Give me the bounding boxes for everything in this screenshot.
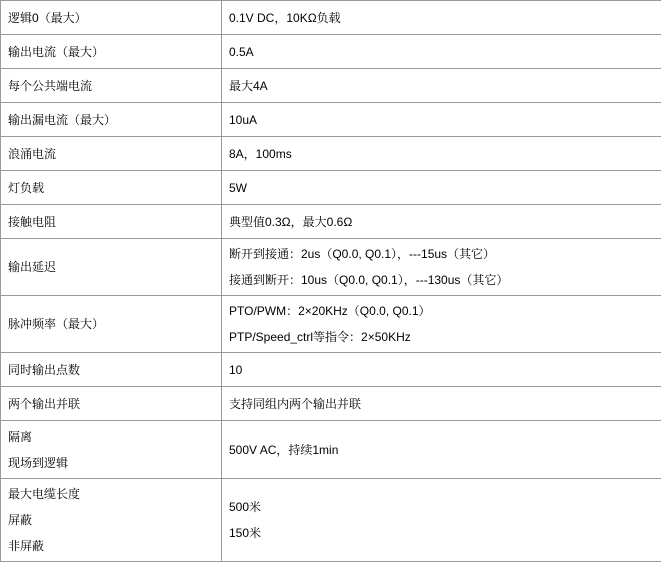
row-value-cell [222, 171, 661, 205]
row-label-cell [1, 239, 222, 296]
row-label-cell [1, 69, 222, 103]
table-row [1, 239, 661, 296]
table-row [1, 421, 661, 479]
row-label-line: 屏蔽 [8, 513, 33, 527]
table-body [1, 1, 661, 562]
row-value-line: 断开到接通：2us（Q0.0, Q0.1），---15us（其它） [229, 247, 496, 261]
row-label-line: 现场到逻辑 [8, 455, 69, 470]
row-label-cell [1, 479, 222, 562]
row-value-line: PTO/PWM：2×20KHz（Q0.0, Q0.1） [229, 304, 431, 318]
row-label-cell [1, 1, 222, 35]
row-value-line: 500米 [229, 500, 262, 514]
row-label-line: 同时输出点数 [8, 362, 81, 377]
row-value-cell [222, 353, 661, 387]
table-row [1, 69, 661, 103]
row-label-cell [1, 103, 222, 137]
table-row [1, 296, 661, 353]
row-value-cell [222, 387, 661, 421]
table-row [1, 1, 661, 35]
row-label-line: 非屏蔽 [8, 539, 45, 553]
row-label-cell [1, 421, 222, 479]
table-row [1, 35, 661, 69]
row-label-line: 输出漏电流（最大） [8, 112, 117, 127]
row-value-cell [222, 1, 661, 35]
row-value-line: 500V AC，持续1min [229, 442, 339, 457]
row-value-cell [222, 69, 661, 103]
row-label-cell [1, 387, 222, 421]
row-label-line: 接触电阻 [8, 214, 57, 229]
row-label-cell [1, 35, 222, 69]
row-label-cell [1, 296, 222, 353]
row-label-line: 输出电流（最大） [8, 44, 105, 59]
table-row [1, 137, 661, 171]
row-label-line: 隔离 [8, 429, 33, 444]
row-value-line: 支持同组内两个输出并联 [229, 396, 362, 411]
row-value-cell [222, 103, 661, 137]
row-value-line: 10uA [229, 112, 258, 127]
table-row [1, 353, 661, 387]
row-value-line: 5W [229, 180, 247, 195]
row-value-cell [222, 479, 661, 562]
row-label-cell [1, 171, 222, 205]
row-value-line: 8A，100ms [229, 146, 292, 161]
row-value-line: 0.5A [229, 44, 254, 59]
row-label-cell [1, 205, 222, 239]
row-value-cell [222, 35, 661, 69]
row-value-cell [222, 239, 661, 296]
table-row [1, 479, 661, 562]
row-label-line: 输出延迟 [8, 260, 57, 274]
table-row [1, 171, 661, 205]
row-label-line: 浪涌电流 [8, 146, 57, 161]
row-value-line: 150米 [229, 526, 262, 540]
table-row [1, 103, 661, 137]
row-value-cell [222, 205, 661, 239]
row-label-cell [1, 137, 222, 171]
table-row [1, 387, 661, 421]
row-value-line: 最大4A [229, 78, 268, 93]
row-value-line: 典型值0.3Ω，最大0.6Ω [229, 214, 353, 229]
row-value-line: 10 [229, 362, 243, 377]
row-label-line: 脉冲频率（最大） [8, 317, 105, 331]
row-value-cell [222, 421, 661, 479]
table-row [1, 205, 661, 239]
row-label-line: 灯负载 [8, 180, 45, 195]
row-label-line: 每个公共端电流 [8, 78, 93, 93]
row-value-line: PTP/Speed_ctrl等指令：2×50KHz [229, 330, 411, 344]
row-label-line: 逻辑0（最大） [8, 10, 87, 25]
row-label-line: 最大电缆长度 [8, 487, 81, 501]
row-label-cell [1, 353, 222, 387]
row-value-line: 0.1V DC，10KΩ负载 [229, 10, 341, 25]
row-value-line: 接通到断开：10us（Q0.0, Q0.1），---130us（其它） [229, 273, 509, 287]
row-label-line: 两个输出并联 [8, 396, 81, 411]
row-value-cell [222, 296, 661, 353]
row-value-cell [222, 137, 661, 171]
